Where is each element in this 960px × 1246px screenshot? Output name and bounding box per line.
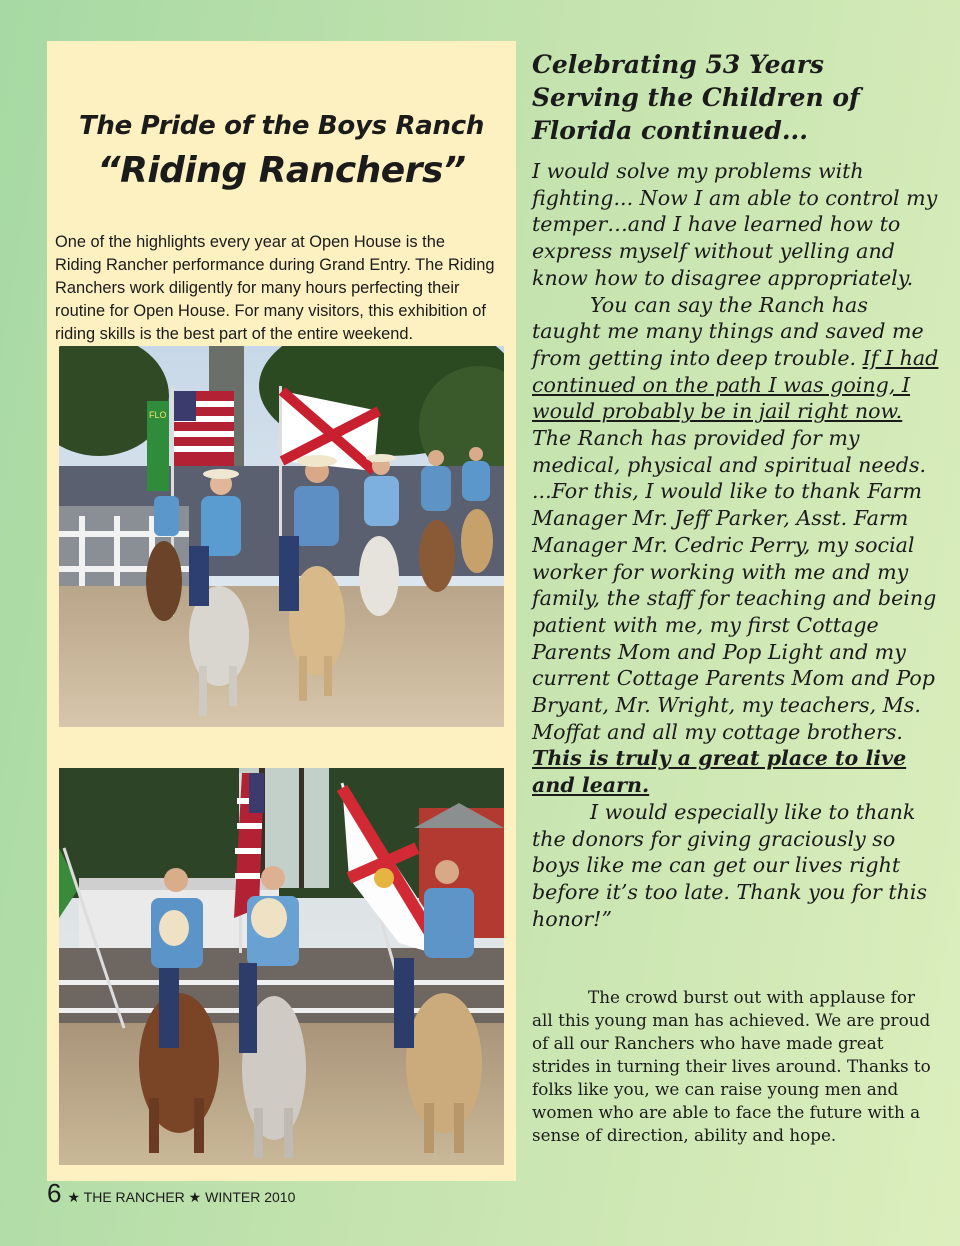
quote-paragraph-2-continued: The Ranch has provided for my medical, physical and spiritual needs. ...For this, I would like to thank Farm Manager Mr. Jeff Parker, Asst. Farm Manager Mr. Cedric Perry, my social worker for working with me and my family, the staff for teaching and being patient with me, my first Cottage Parents Mom and Pop Light and my current Cottage Parents Mom and Pop Bryant, Mr. Wright, my teachers, Ms. Moffat and all my cottage brothers. xyxy=(532,426,937,744)
sidebar-intro: One of the highlights every year at Open House is the Riding Rancher performance during Grand Entry. The Riding Ranchers work diligently for many hours perfecting their routine for Open House. For many visitors, this exhibition of riding skills is the best part of the entire weekend. xyxy=(55,233,495,343)
sidebar-subtitle: “Riding Ranchers” xyxy=(97,150,466,191)
article-heading: Celebrating 53 Years Serving the Children of Florida continued... xyxy=(532,50,860,145)
quote-paragraph-1: I would solve my problems with fighting... Now I am able to control my temper…and I have learned how to express myself without yelling and know how to disagree appropriately. xyxy=(532,159,938,290)
publication-name: ★ THE RANCHER ★ WINTER 2010 xyxy=(67,1189,296,1205)
photo-three-riders xyxy=(59,768,504,1165)
sidebar-title: The Pride of the Boys Ranch xyxy=(78,111,485,141)
article-header xyxy=(532,48,937,147)
us-flag-icon xyxy=(174,391,234,466)
quote-paragraph-2 xyxy=(532,292,942,799)
quote-bold-underlined-text: This is truly a great place to live and learn. xyxy=(532,746,907,798)
photo-grand-entry xyxy=(59,346,504,727)
page-number: 6 xyxy=(47,1178,62,1208)
quote-paragraph-3: I would especially like to thank the donors for giving graciously so boys like me can get our lives right before it’s too late. Thank you for this honor!” xyxy=(532,799,928,931)
article-quote xyxy=(532,158,942,932)
quote-paragraph-2-text: You can say the Ranch has taught me many things and saved me from getting into deep trouble. xyxy=(532,292,924,370)
photo-three-riders-image xyxy=(59,768,504,1165)
article-closing: The crowd burst out with applause for all this young man has achieved. We are proud of all our Ranchers who have made great strides in turning their lives around. Thanks to folks like you, we can raise young men and women who are able to face the future with a sense of direction, ability and hope. xyxy=(532,987,931,1145)
banner-text: FLO xyxy=(149,410,167,420)
photo-grand-entry-image xyxy=(59,346,504,727)
page-footer xyxy=(47,1178,295,1209)
quote-underlined-text: If I had continued on the path I was going, I would probably be in jail right now. xyxy=(532,345,939,424)
